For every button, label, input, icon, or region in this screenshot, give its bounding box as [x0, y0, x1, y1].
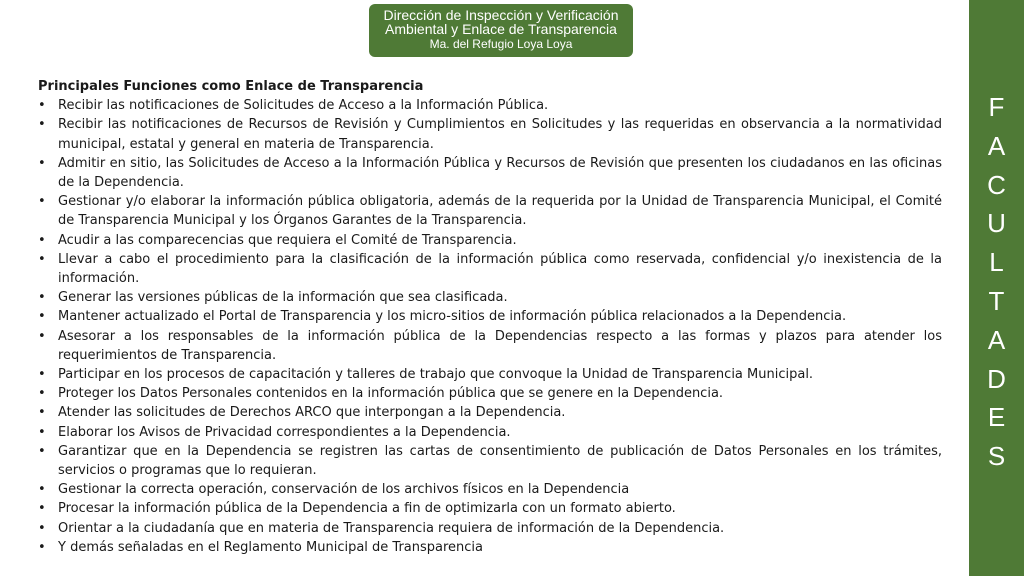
list-item: • Gestionar la correcta operación, conservación de los archivos físicos en la Dependencia	[38, 480, 942, 499]
list-item: • Procesar la información pública de la Dependencia a fin de optimizarla con un formato abierto.	[38, 499, 942, 518]
list-item: • Elaborar los Avisos de Privacidad correspondientes a la Dependencia.	[38, 423, 942, 442]
list-item: • Acudir a las comparecencias que requiera el Comité de Transparencia.	[38, 231, 942, 250]
list-item: • Orientar a la ciudadanía que en materia de Transparencia requiera de información de la Dependencia.	[38, 519, 942, 538]
list-item: • Gestionar y/o elaborar la información pública obligatoria, además de la requerida por la Unidad de Transparencia Municipal, el Comité de Transparencia Municipal y los Órganos Garantes de la Transparencia.	[38, 192, 942, 230]
list-item: • Generar las versiones públicas de la información que sea clasificada.	[38, 288, 942, 307]
side-letter: D	[987, 363, 1006, 394]
list-item: • Llevar a cabo el procedimiento para la clasificación de la información pública como reservada, confidencial y/o inexistencia de la información.	[38, 250, 942, 288]
list-item: • Asesorar a los responsables de la información pública de la Dependencias respecto a las formas y plazos para atender los requerimientos de Transparencia.	[38, 327, 942, 365]
list-item: • Admitir en sitio, las Solicitudes de Acceso a la Información Pública y Recursos de Revisión que presenten los ciudadanos en las oficinas de la Dependencia.	[38, 154, 942, 192]
side-letter: T	[988, 285, 1005, 316]
header-author: Ma. del Refugio Loya Loya	[429, 37, 573, 51]
side-letter: A	[987, 324, 1006, 355]
side-letter: F	[988, 92, 1005, 122]
section-heading: Principales Funciones como Enlace de Transparencia	[38, 79, 424, 94]
functions-list	[38, 96, 942, 557]
list-item: • Mantener actualizado el Portal de Transparencia y los micro-sitios de información pública relacionados a la Dependencia.	[38, 307, 942, 326]
list-item: • Participar en los procesos de capacitación y talleres de trabajo que convoque la Unidad de Transparencia Municipal.	[38, 365, 942, 384]
list-item: • Y demás señaladas en el Reglamento Municipal de Transparencia	[38, 538, 942, 557]
side-letter: L	[989, 247, 1004, 278]
header-line-2: Ambiental y Enlace de Transparencia	[385, 21, 617, 37]
side-letter: S	[987, 441, 1006, 472]
header-title-box	[369, 4, 633, 57]
list-item: • Atender las solicitudes de Derechos ARCO que interpongan a la Dependencia.	[38, 403, 942, 422]
list-item: • Proteger los Datos Personales contenidos en la información pública que se genere en la Dependencia.	[38, 384, 942, 403]
side-letter: E	[987, 402, 1006, 433]
side-bar	[969, 0, 1024, 576]
list-item: • Garantizar que en la Dependencia se registren las cartas de consentimiento de publicación de Datos Personales en los trámites, servicios o programas que lo requieran.	[38, 442, 942, 480]
header-line-1: Dirección de Inspección y Verificación	[383, 7, 619, 23]
side-letter: U	[987, 208, 1006, 239]
content-area	[38, 77, 942, 557]
side-vertical-word	[969, 88, 1024, 476]
side-letter: C	[987, 169, 1006, 200]
list-item: • Recibir las notificaciones de Recursos de Revisión y Cumplimientos en Solicitudes y las requeridas en observancia a la normatividad municipal, estatal y general en materia de Transparencia.	[38, 115, 942, 153]
list-item: • Recibir las notificaciones de Solicitudes de Acceso a la Información Pública.	[38, 96, 942, 115]
side-letter: A	[987, 130, 1006, 161]
